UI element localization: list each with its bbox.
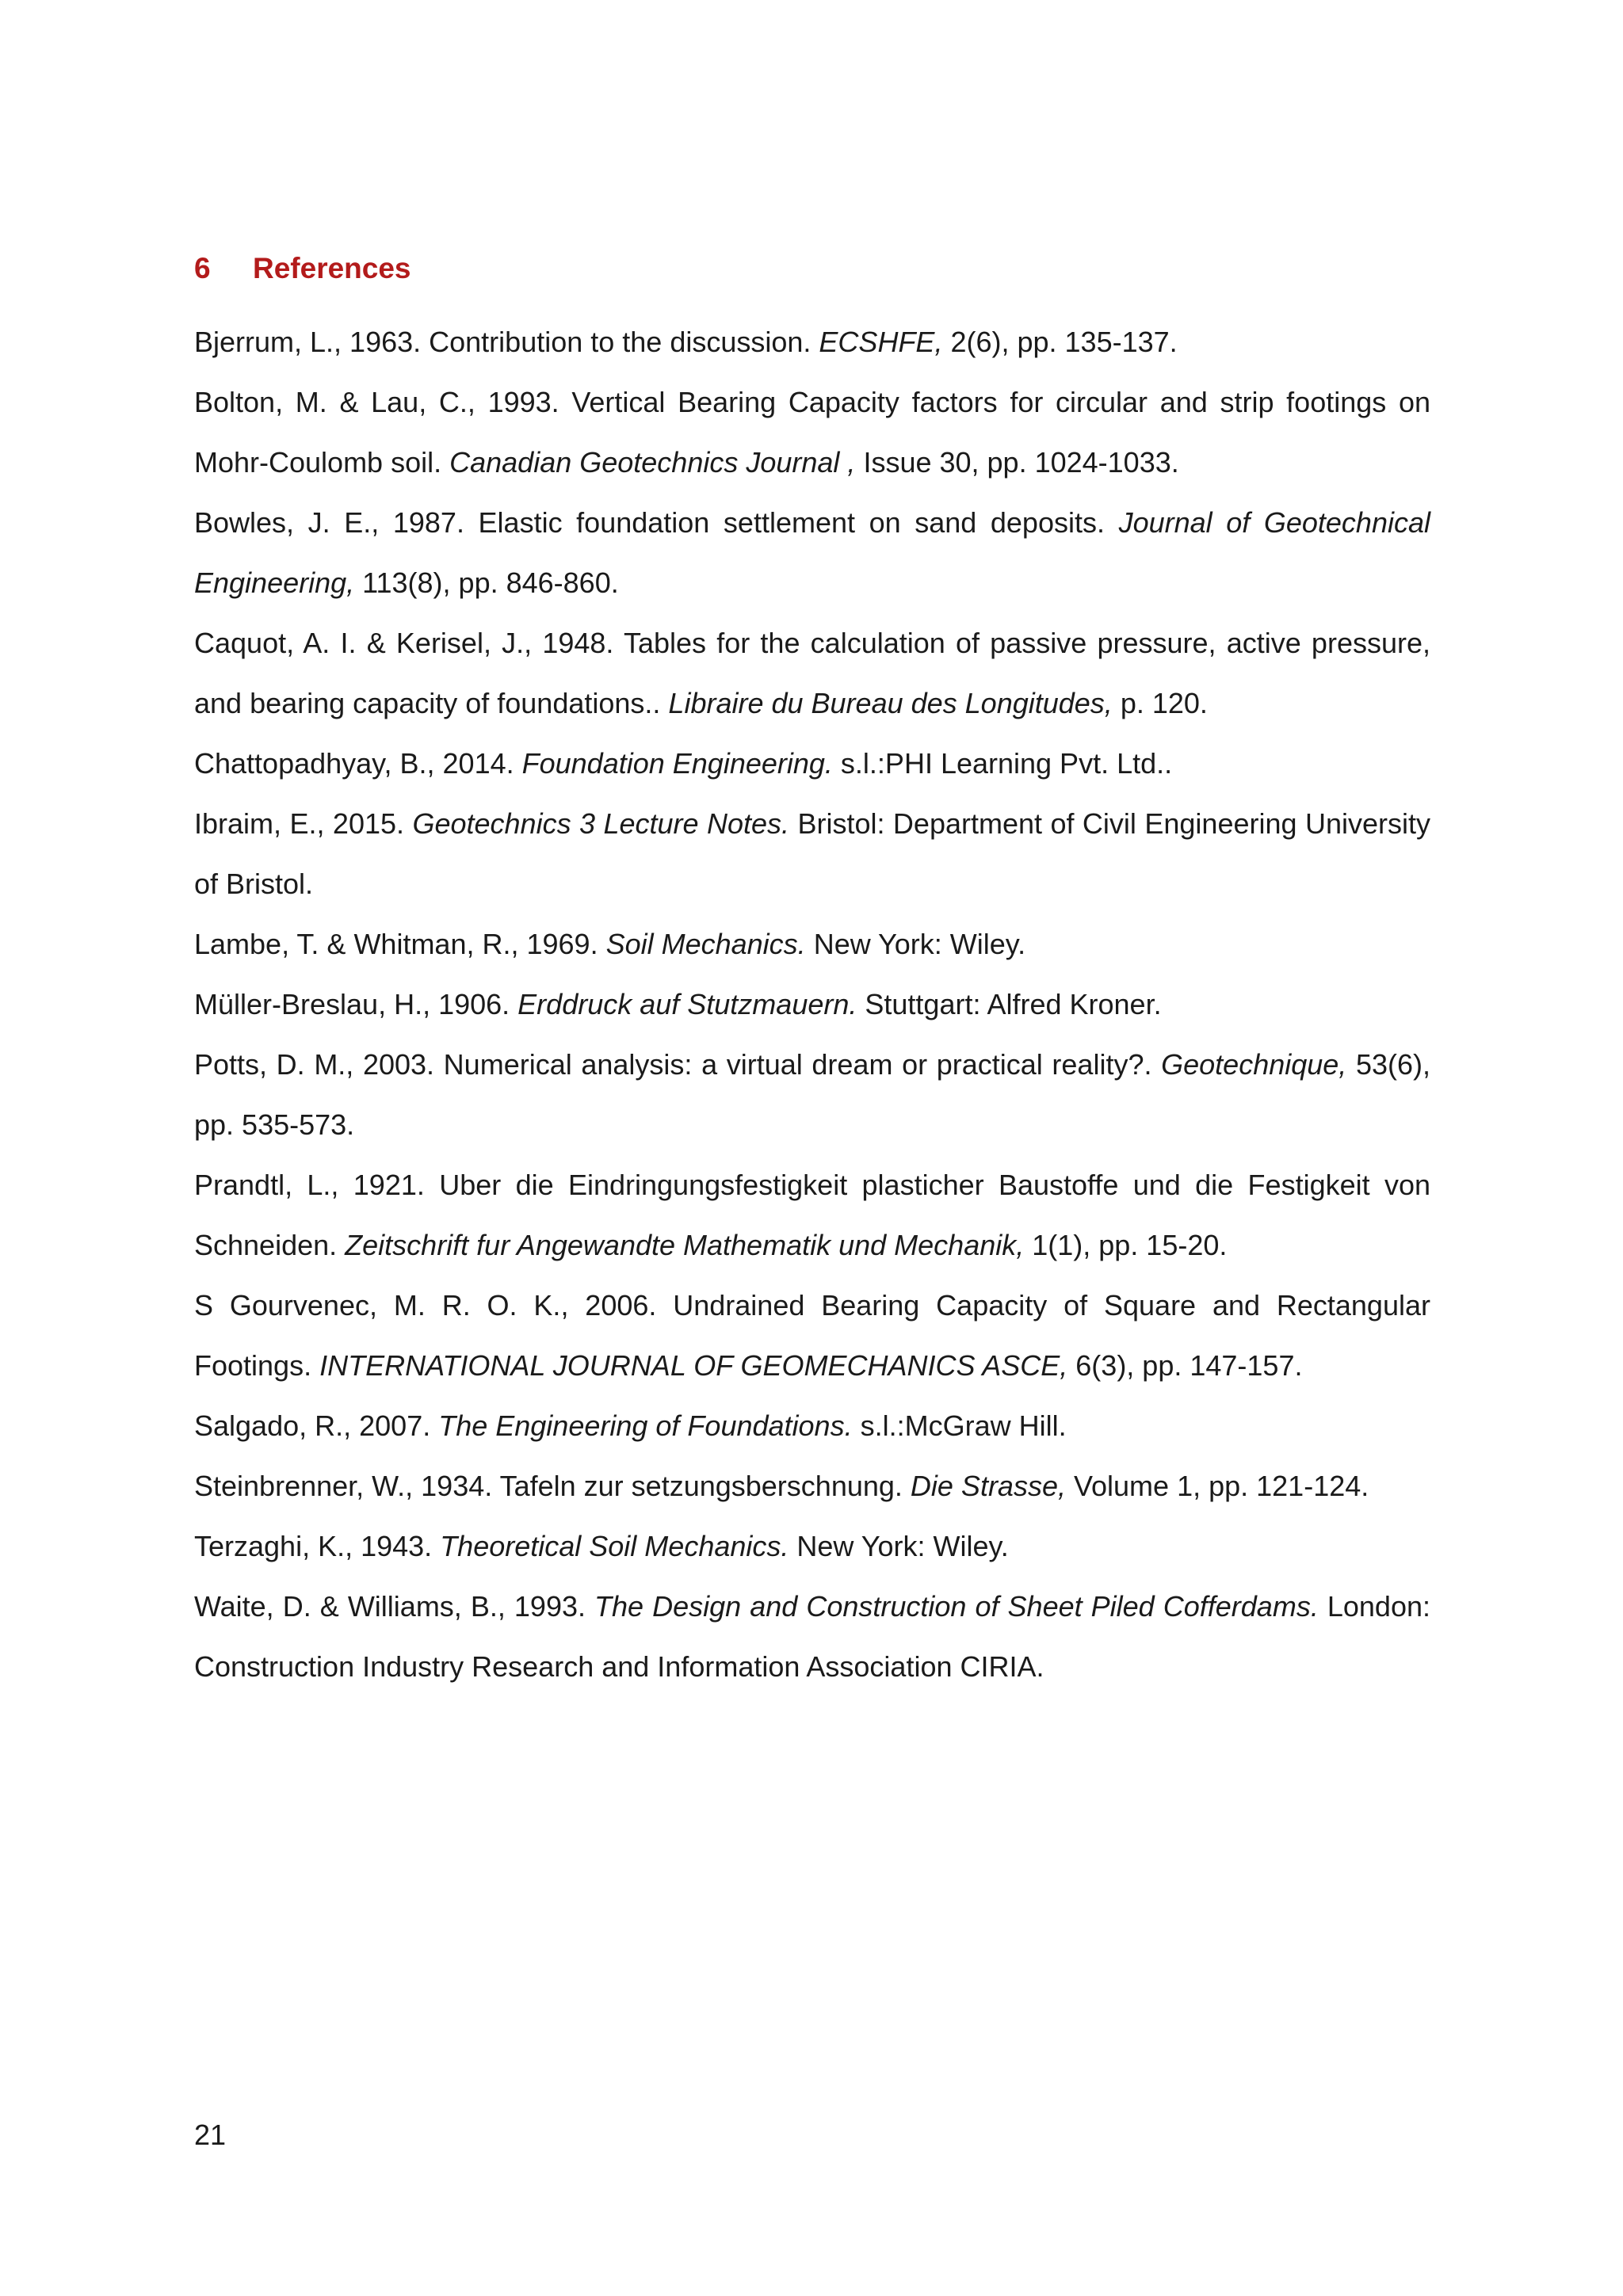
reference-text: Salgado, R., 2007. [194, 1409, 439, 1442]
reference-source-title: Theoretical Soil Mechanics. [440, 1530, 789, 1562]
reference-entry [194, 914, 1430, 974]
reference-source-title: Geotechnics 3 Lecture Notes. [412, 807, 790, 840]
reference-text: S Gourvenec, M. R. O. K., 2006. Undrained Bearing Capacity of Square and Rectangular Footings. [194, 1289, 1430, 1382]
reference-source-title: Libraire du Bureau des Longitudes, [668, 687, 1113, 719]
reference-text: Caquot, A. I. & Kerisel, J., 1948. Tables for the calculation of passive pressure, active pressure, and bearing capacity of foundations.. [194, 627, 1430, 719]
section-heading [194, 252, 1430, 298]
reference-entry [194, 1035, 1430, 1155]
reference-details: 1(1), pp. 15-20. [1024, 1229, 1228, 1261]
reference-text: Lambe, T. & Whitman, R., 1969. [194, 928, 606, 960]
reference-text: Potts, D. M., 2003. Numerical analysis: a virtual dream or practical reality?. [194, 1048, 1162, 1081]
reference-entry [194, 1276, 1430, 1396]
reference-list [194, 312, 1430, 1697]
reference-entry [194, 974, 1430, 1035]
reference-source-title: The Design and Construction of Sheet Piled Cofferdams. [594, 1590, 1319, 1623]
reference-text: Prandtl, L., 1921. Uber die Eindringungsfestigkeit plasticher Baustoffe und die Festigkeit von Schneiden. [194, 1169, 1430, 1261]
reference-source-title: ECSHFE, [819, 326, 943, 358]
reference-entry [194, 1396, 1430, 1456]
reference-source-title: Journal of Geotechnical Engineering, [194, 506, 1430, 599]
reference-text: Terzaghi, K., 1943. [194, 1530, 441, 1562]
reference-source-title: Soil Mechanics. [605, 928, 806, 960]
reference-entry [194, 734, 1430, 794]
reference-entry [194, 1516, 1430, 1577]
reference-source-title: The Engineering of Foundations. [438, 1409, 853, 1442]
reference-source-title: Zeitschrift fur Angewandte Mathematik und Mechanik, [345, 1229, 1025, 1261]
reference-details: 113(8), pp. 846-860. [354, 566, 619, 599]
reference-source-title: INTERNATIONAL JOURNAL OF GEOMECHANICS ASCE, [319, 1349, 1068, 1382]
reference-details: 2(6), pp. 135-137. [942, 326, 1178, 358]
reference-entry [194, 312, 1430, 372]
reference-source-title: Erddruck auf Stutzmauern. [517, 988, 857, 1020]
reference-details: 53(6), pp. 535-573. [194, 1048, 1430, 1141]
reference-entry [194, 1155, 1430, 1276]
reference-source-title: Geotechnique, [1161, 1048, 1347, 1081]
reference-entry [194, 493, 1430, 613]
reference-details: Stuttgart: Alfred Kroner. [857, 988, 1162, 1020]
reference-entry [194, 1456, 1430, 1516]
section-number: 6 [194, 252, 211, 284]
reference-entry [194, 1577, 1430, 1697]
reference-text: Bjerrum, L., 1963. Contribution to the discussion. [194, 326, 819, 358]
reference-source-title: Foundation Engineering. [521, 747, 833, 780]
reference-text: Waite, D. & Williams, B., 1993. [194, 1590, 595, 1623]
section-title: References [253, 252, 411, 284]
reference-details: s.l.:PHI Learning Pvt. Ltd.. [832, 747, 1173, 780]
reference-entry [194, 372, 1430, 493]
reference-text: Bolton, M. & Lau, C., 1993. Vertical Bearing Capacity factors for circular and strip footings on Mohr-Coulomb soil. [194, 386, 1430, 479]
references-section [194, 252, 1430, 1697]
reference-details: New York: Wiley. [805, 928, 1026, 960]
reference-text: Steinbrenner, W., 1934. Tafeln zur setzungsberschnung. [194, 1470, 911, 1502]
reference-entry [194, 613, 1430, 734]
reference-details: s.l.:McGraw Hill. [852, 1409, 1067, 1442]
reference-text: Ibraim, E., 2015. [194, 807, 413, 840]
reference-details: Issue 30, pp. 1024-1033. [855, 446, 1179, 479]
reference-text: Chattopadhyay, B., 2014. [194, 747, 522, 780]
reference-details: Volume 1, pp. 121-124. [1065, 1470, 1369, 1502]
reference-details: Bristol: Department of Civil Engineering University of Bristol. [194, 807, 1430, 900]
reference-source-title: Canadian Geotechnics Journal , [449, 446, 856, 479]
reference-source-title: Die Strasse, [910, 1470, 1066, 1502]
reference-text: Müller-Breslau, H., 1906. [194, 988, 518, 1020]
reference-details: London: Construction Industry Research and Information Association CIRIA. [194, 1590, 1431, 1683]
reference-text: Bowles, J. E., 1987. Elastic foundation settlement on sand deposits. [194, 506, 1119, 539]
reference-details: 6(3), pp. 147-157. [1067, 1349, 1303, 1382]
reference-details: p. 120. [1112, 687, 1208, 719]
page-number: 21 [194, 2119, 227, 2151]
reference-details: New York: Wiley. [789, 1530, 1009, 1562]
reference-entry [194, 794, 1430, 914]
